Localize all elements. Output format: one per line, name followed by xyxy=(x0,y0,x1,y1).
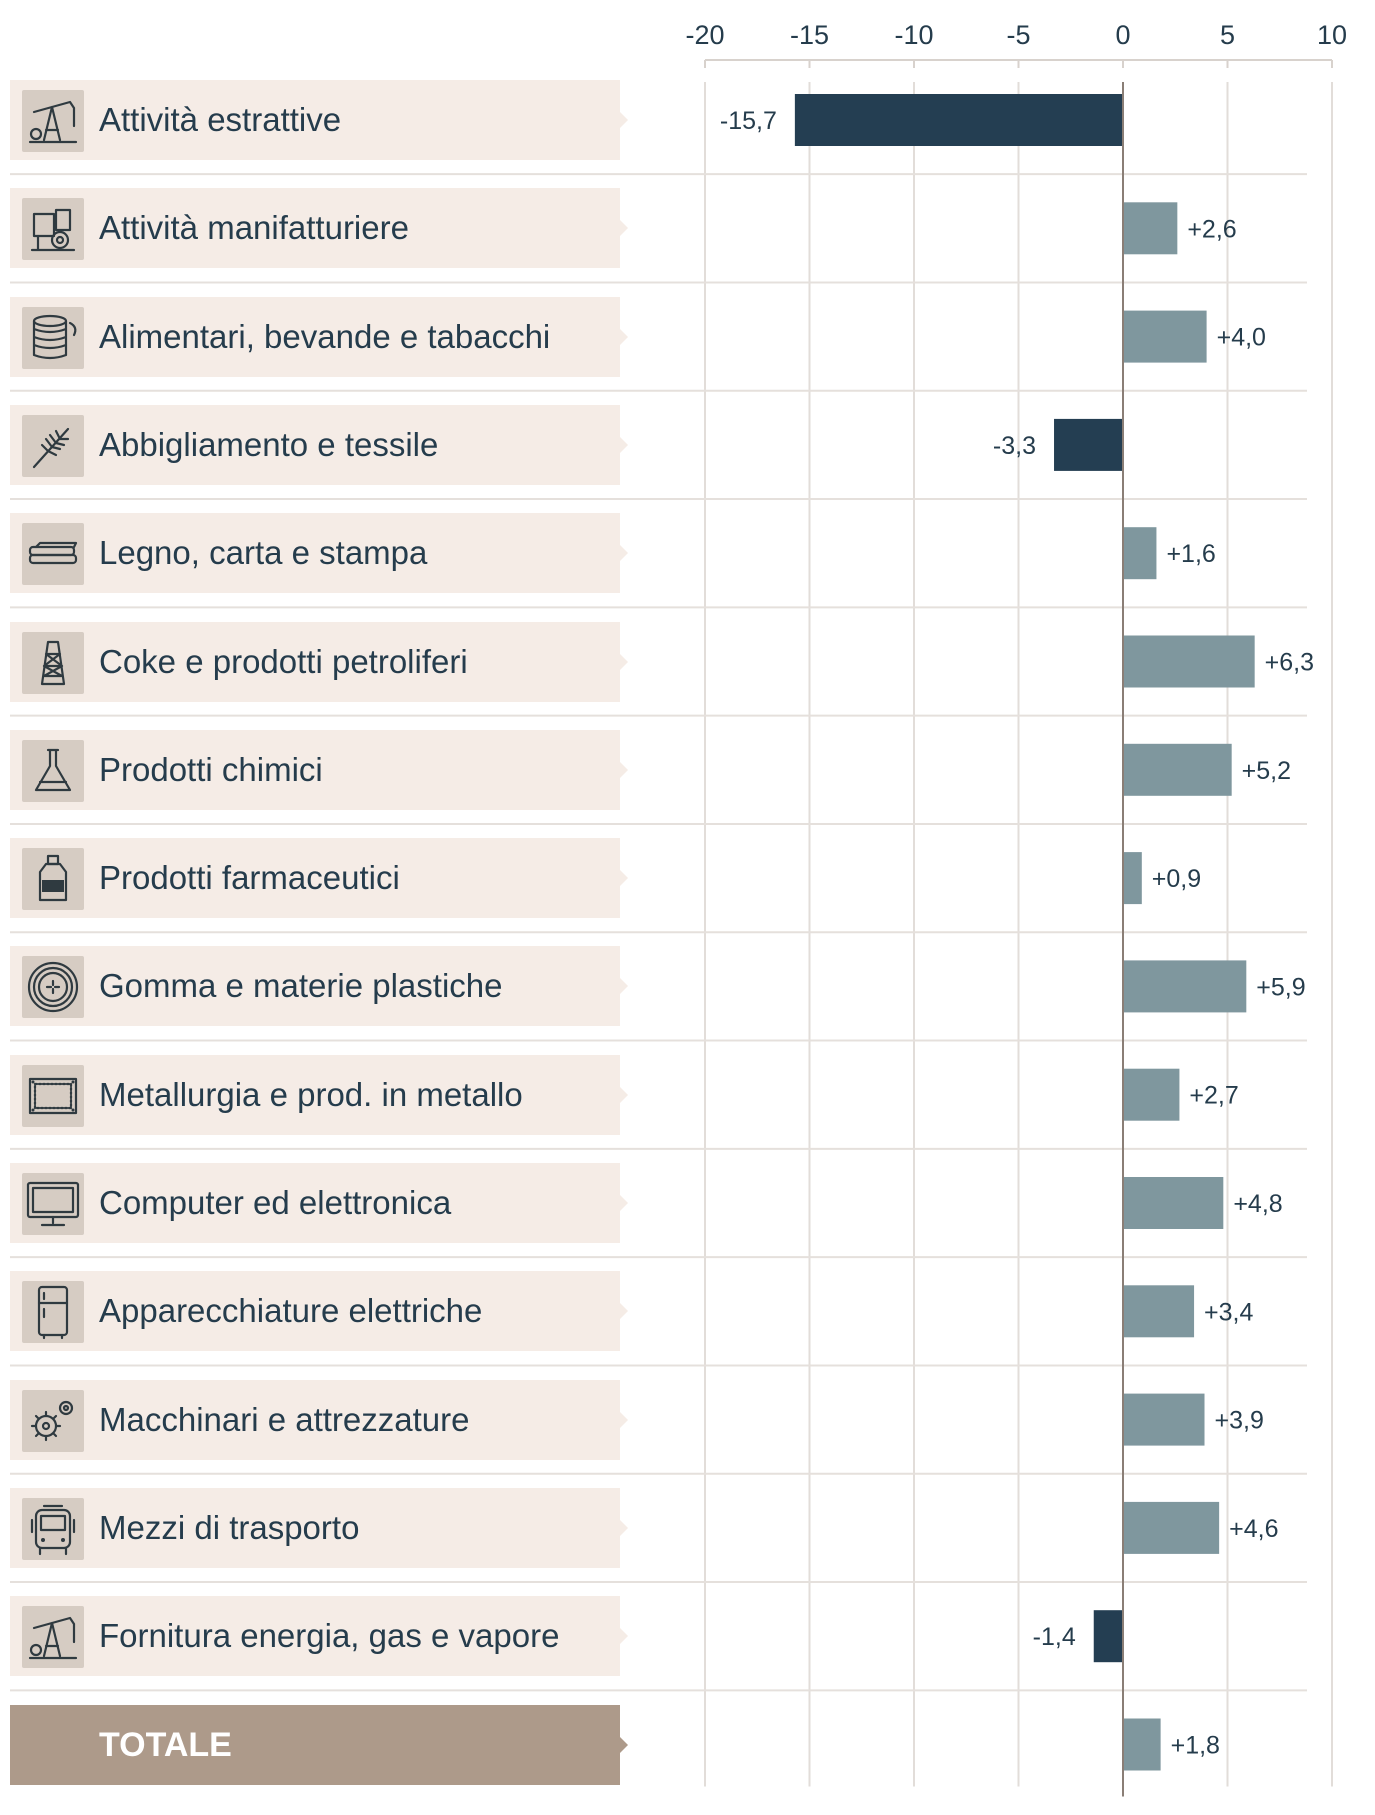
bar xyxy=(1094,1610,1123,1662)
category-label: Attività estrattive xyxy=(99,101,342,138)
data-label: +1,6 xyxy=(1166,540,1216,569)
x-tick-label: 0 xyxy=(1115,20,1131,50)
data-label: -15,7 xyxy=(719,107,777,135)
data-label: +4,0 xyxy=(1216,323,1266,352)
data-label: +5,9 xyxy=(1256,973,1306,1002)
category-label: TOTALE xyxy=(99,1725,232,1764)
bar xyxy=(1123,636,1255,688)
x-tick-label: -15 xyxy=(789,20,830,50)
bar xyxy=(1123,744,1232,796)
bar xyxy=(1123,1502,1219,1554)
bar xyxy=(1123,311,1207,363)
bar xyxy=(795,94,1123,146)
category-label: Gomma e materie plastiche xyxy=(99,967,503,1005)
category-label: Coke e prodotti petroliferi xyxy=(99,642,468,680)
data-label: -1,4 xyxy=(1032,1623,1076,1652)
category-label: Prodotti farmaceutici xyxy=(99,859,400,897)
data-label: +3,4 xyxy=(1204,1298,1254,1327)
data-label: +2,6 xyxy=(1187,215,1237,244)
category-label: Metallurgia e prod. in metallo xyxy=(99,1075,523,1113)
data-label: +5,2 xyxy=(1241,756,1292,785)
data-label: +0,9 xyxy=(1151,865,1202,894)
bar xyxy=(1123,1177,1223,1229)
x-tick-label: -20 xyxy=(685,20,725,50)
bar xyxy=(1123,202,1177,254)
category-label: Attività manifatturiere xyxy=(99,209,409,247)
data-label: -3,3 xyxy=(992,431,1037,460)
category-label: Macchinari e attrezzature xyxy=(99,1400,470,1438)
data-label: +1,8 xyxy=(1170,1731,1220,1760)
bar xyxy=(1123,960,1246,1012)
bar xyxy=(1123,852,1142,904)
x-tick-label: 5 xyxy=(1219,20,1236,50)
x-tick-label: 10 xyxy=(1316,20,1348,50)
category-label: Fornitura energia, gas e vapore xyxy=(99,1617,560,1655)
x-tick-label: -5 xyxy=(1006,20,1031,50)
bar xyxy=(1123,527,1156,579)
category-label: Prodotti chimici xyxy=(99,750,323,788)
category-label: Computer ed elettronica xyxy=(99,1184,452,1221)
x-tick-label: -10 xyxy=(894,20,934,50)
data-label: +3,9 xyxy=(1214,1406,1264,1435)
data-label: +4,8 xyxy=(1233,1190,1283,1218)
category-label: Apparecchiature elettriche xyxy=(99,1292,483,1330)
bar xyxy=(1054,419,1123,471)
category-label: Legno, carta e stampa xyxy=(99,534,428,572)
data-label: +6,3 xyxy=(1264,648,1315,677)
bar xyxy=(1123,1285,1194,1337)
category-label: Abbigliamento e tessile xyxy=(99,425,439,463)
bar xyxy=(1123,1069,1179,1121)
category-label: Alimentari, bevande e tabacchi xyxy=(99,317,551,355)
bar xyxy=(1123,1394,1205,1446)
data-label: +2,7 xyxy=(1189,1081,1239,1110)
category-label: Mezzi di trasporto xyxy=(99,1508,360,1546)
data-label: +4,6 xyxy=(1229,1514,1279,1543)
bar xyxy=(1123,1719,1161,1771)
